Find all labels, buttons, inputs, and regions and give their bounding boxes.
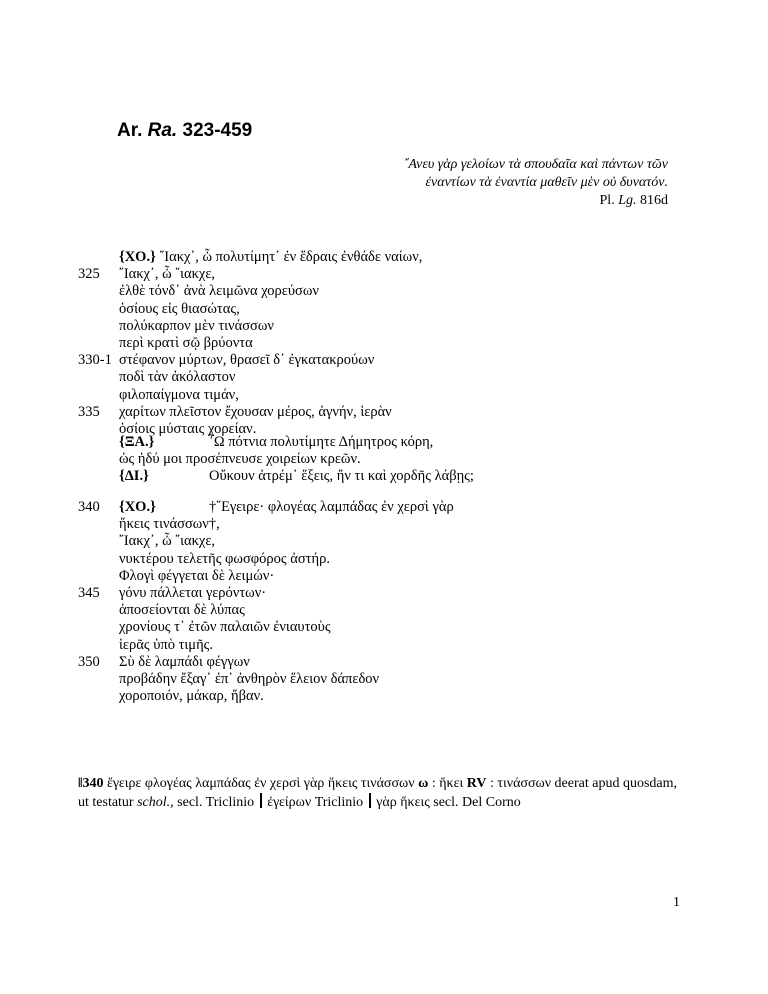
separator-bar (260, 793, 262, 808)
epigraph-line-2: ἐναντίων τὰ ἐναντία μαθεῖν μὲν οὐ δυνατόν. (425, 175, 668, 190)
verse-line: Σὺ δὲ λαμπάδι φέγγων (119, 653, 250, 670)
line-number: 325 (78, 266, 100, 283)
verse-line: ῎Ιακχ᾽, ὦ ῎ιακχε, (119, 533, 216, 550)
speaker-label: {ΞΑ.} (119, 434, 155, 450)
verse-line: νυκτέρου τελετῆς φωσφόρος ἀστήρ. (119, 550, 330, 567)
verse-line: στέφανον μύρτων, θρασεῖ δ᾽ ἐγκατακρούων (119, 352, 375, 369)
speaker-label: {ΧΟ.} (119, 249, 156, 265)
apparatus-part-1: ἔγειρε φλογέας λαμπάδας ἐν χερσὶ γὰρ ἥκεις τινάσσων (103, 776, 419, 791)
verse-line: χαρίτων πλεῖστον ἔχουσαν μέρος, ἁγνήν, ἱερὰν (119, 403, 392, 420)
verse-line: ὁσίοις μύσταις χορείαν. (119, 421, 257, 437)
title-range: 323-459 (182, 120, 253, 141)
verse-line: Φλογὶ φέγγεται δὲ λειμών· (119, 567, 275, 584)
apparatus-part-3: : τινάσσων deerat apud quosdam, ut testatur (78, 776, 678, 810)
apparatus-part-2: : ἥκει (428, 776, 467, 791)
apparatus-part-6: γὰρ ἥκεις secl. Del Corno (372, 795, 521, 810)
apparatus-line-number: 340 (82, 776, 104, 791)
epigraph (248, 156, 668, 210)
line-number: 330-1 (78, 352, 112, 369)
verse-line (119, 468, 474, 485)
separator-bar (369, 793, 371, 808)
verse-line: χοροποιόν, μάκαρ, ἥβαν. (119, 688, 264, 705)
epigraph-line-1: ῎Ανευ γὰρ γελοίων τὰ σπουδαῖα καὶ πάντων τῶν (403, 157, 668, 172)
verse-text: Οὔκουν ἀτρέμ᾽ ἕξεις, ἤν τι καὶ χορδῆς λάβῃς; (209, 468, 474, 485)
line-number: 350 (78, 653, 100, 670)
verse-line: περὶ κρατὶ σῷ βρύοντα (119, 335, 253, 351)
verse-line: ποδὶ τὰν ἀκόλαστον (119, 369, 236, 386)
verse-text: †῎Εγειρε· φλογέας λαμπάδας ἐν χερσὶ γὰρ (209, 499, 454, 515)
line-number: 345 (78, 585, 100, 601)
verse-line (119, 249, 422, 266)
verse-line: ἱερᾶς ὑπὸ τιμῆς. (119, 636, 214, 653)
verse-line: ὡς ἡδύ μοι προσέπνευσε χοιρείων κρεῶν. (119, 451, 361, 468)
page-number: 1 (673, 895, 680, 910)
verse-line: γόνυ πάλλεται γερόντων· (119, 585, 267, 601)
line-number: 335 (78, 403, 100, 420)
verse-line: πολύκαρπον μὲν τινάσσων (119, 317, 274, 334)
line-number: 340 (78, 499, 100, 515)
verse-line: ἐλθὲ τόνδ᾽ ἀνὰ λειμῶνα χορεύσων (119, 283, 319, 300)
verse-text: ῎Ιακχ᾽, ὦ πολυτίμητ᾽ ἐν ἕδραις ἐνθάδε ναίων, (155, 249, 423, 265)
critical-apparatus (78, 774, 688, 812)
epigraph-source-work: Lg. (618, 193, 637, 208)
verse-line: ἀποσείονται δὲ λύπας (119, 602, 245, 619)
title-work: Ra. (147, 120, 178, 141)
verse-line: προβάδην ἔξαγ᾽ ἐπ᾽ ἀνθηρὸν ἕλειον δάπεδον (119, 671, 380, 687)
verse-line: ἥκεις τινάσσων†, (119, 516, 220, 533)
speaker-label: {ΧΟ.} (119, 499, 156, 515)
verse-line: χρονίους τ᾽ ἐτῶν παλαιῶν ἐνιαυτοὺς (119, 619, 331, 636)
apparatus-scholia: schol. (137, 795, 171, 810)
title-author: Ar. (117, 120, 143, 141)
epigraph-source-ref: 816d (640, 193, 668, 208)
epigraph-source (248, 192, 668, 210)
verse-line: φιλοπαίγμονα τιμάν, (119, 386, 239, 403)
apparatus-siglum-1: ω (418, 776, 429, 791)
apparatus-part-5: ἐγείρων Triclinio (263, 795, 367, 810)
verse-line (119, 434, 434, 451)
verse-text: ῏Ω πότνια πολυτίμητε Δήμητρος κόρη, (209, 434, 434, 450)
apparatus-part-4: , secl. Triclinio (170, 795, 258, 810)
verse-line: ῎Ιακχ᾽, ὦ ῎ιακχε, (119, 266, 216, 283)
page-title (117, 120, 252, 142)
epigraph-source-author: Pl. (599, 193, 615, 208)
speaker-label: {ΔΙ.} (119, 468, 149, 485)
apparatus-mark: ‖ (78, 776, 83, 791)
verse-line: ὁσίους εἰς θιασώτας, (119, 300, 240, 317)
apparatus-siglum-2: RV (466, 776, 487, 791)
verse-line (119, 499, 454, 516)
